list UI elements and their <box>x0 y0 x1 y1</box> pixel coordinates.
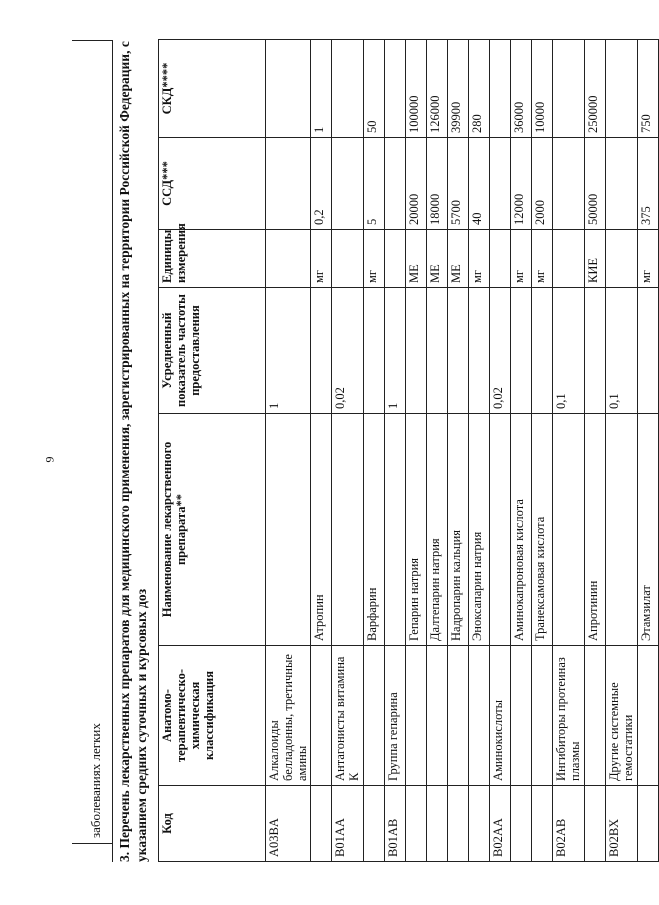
table-row <box>266 40 311 862</box>
cell-ssd: 18000 <box>427 138 448 230</box>
table-border <box>72 40 112 41</box>
cell-drug <box>266 414 311 646</box>
cell-unit: МЕ <box>427 230 448 288</box>
cell-code: A03BA <box>266 786 311 862</box>
cell-frequency: 1 <box>266 288 311 414</box>
cell-ssd <box>385 138 406 230</box>
cell-atc: Группа гепарина <box>385 646 406 786</box>
table-row <box>638 40 659 862</box>
cell-skd: 10000 <box>532 40 553 138</box>
cell-drug <box>385 414 406 646</box>
cell-frequency: 1 <box>385 288 406 414</box>
cell-unit <box>553 230 585 288</box>
cell-code <box>427 786 448 862</box>
table-row <box>332 40 364 862</box>
cell-drug: Апротинин <box>585 414 606 646</box>
table-row <box>606 40 638 862</box>
cell-atc <box>448 646 469 786</box>
header-unit: Единицы измерения <box>159 230 266 288</box>
cell-drug <box>553 414 585 646</box>
cell-frequency: 0,1 <box>606 288 638 414</box>
table-row <box>553 40 585 862</box>
cell-drug: Надропарин кальция <box>448 414 469 646</box>
cell-frequency <box>511 288 532 414</box>
cell-atc: Аминокислоты <box>490 646 511 786</box>
cell-unit: мг <box>532 230 553 288</box>
cell-unit <box>385 230 406 288</box>
table-row <box>469 40 490 862</box>
cell-frequency <box>364 288 385 414</box>
cell-frequency <box>469 288 490 414</box>
cell-ssd <box>553 138 585 230</box>
cell-code <box>532 786 553 862</box>
cell-code <box>311 786 332 862</box>
cell-code <box>585 786 606 862</box>
cell-frequency <box>311 288 332 414</box>
cell-drug <box>606 414 638 646</box>
cell-skd: 1 <box>311 40 332 138</box>
cell-frequency <box>448 288 469 414</box>
cell-skd: 36000 <box>511 40 532 138</box>
cell-unit: мг <box>469 230 490 288</box>
cell-ssd: 0,2 <box>311 138 332 230</box>
cell-ssd <box>606 138 638 230</box>
cell-ssd: 375 <box>638 138 659 230</box>
cell-unit: МЕ <box>448 230 469 288</box>
cell-frequency: 0,02 <box>332 288 364 414</box>
cell-atc: Ингибиторы протеиназ плазмы <box>553 646 585 786</box>
cell-frequency <box>638 288 659 414</box>
cell-skd: 39900 <box>448 40 469 138</box>
cell-skd <box>606 40 638 138</box>
cell-skd <box>332 40 364 138</box>
cell-frequency <box>427 288 448 414</box>
table-row <box>490 40 511 862</box>
cell-drug: Гепарин натрия <box>406 414 427 646</box>
cell-code <box>364 786 385 862</box>
cell-skd: 250000 <box>585 40 606 138</box>
cell-skd <box>490 40 511 138</box>
cell-atc <box>469 646 490 786</box>
cell-code: B01AB <box>385 786 406 862</box>
cell-drug: Далтепарин натрия <box>427 414 448 646</box>
cell-ssd <box>490 138 511 230</box>
cell-code: B01AA <box>332 786 364 862</box>
cell-atc: Антагонисты витамина К <box>332 646 364 786</box>
cell-drug: Атропин <box>311 414 332 646</box>
cell-skd: 50 <box>364 40 385 138</box>
table-row <box>427 40 448 862</box>
cell-atc <box>638 646 659 786</box>
cell-code <box>469 786 490 862</box>
cell-ssd: 5700 <box>448 138 469 230</box>
table-border <box>72 843 112 844</box>
table-row <box>311 40 332 862</box>
cell-drug: Эноксапарин натрия <box>469 414 490 646</box>
cell-code: B02BX <box>606 786 638 862</box>
cell-atc <box>532 646 553 786</box>
cell-atc <box>406 646 427 786</box>
cell-atc <box>364 646 385 786</box>
cell-code <box>448 786 469 862</box>
cell-code: B02AB <box>553 786 585 862</box>
cell-atc <box>511 646 532 786</box>
cell-frequency: 0,02 <box>490 288 511 414</box>
rotated-page-content <box>72 22 653 862</box>
cell-atc: Алкалоиды белладонны, третичные амины <box>266 646 311 786</box>
cell-unit <box>266 230 311 288</box>
previous-table-continuation <box>72 40 113 862</box>
cell-unit: мг <box>638 230 659 288</box>
cell-ssd <box>266 138 311 230</box>
cell-unit: мг <box>511 230 532 288</box>
cell-code <box>406 786 427 862</box>
cell-drug <box>332 414 364 646</box>
header-atc: Анатомо-терапевтическо-химическая классификация <box>159 646 266 786</box>
cell-frequency: 0,1 <box>553 288 585 414</box>
cell-drug: Аминокапроновая кислота <box>511 414 532 646</box>
cell-skd <box>266 40 311 138</box>
cell-frequency <box>585 288 606 414</box>
header-drug: Наименование лекарственного препарата** <box>159 414 266 646</box>
cell-skd: 280 <box>469 40 490 138</box>
cell-unit <box>332 230 364 288</box>
table-header-row <box>159 40 266 862</box>
cell-skd <box>385 40 406 138</box>
cell-ssd: 2000 <box>532 138 553 230</box>
cell-skd: 100000 <box>406 40 427 138</box>
cell-skd <box>553 40 585 138</box>
cell-unit: мг <box>364 230 385 288</box>
header-frequency: Усредненный показатель частоты предоставления <box>159 288 266 414</box>
table-row <box>406 40 427 862</box>
cell-unit: МЕ <box>406 230 427 288</box>
cell-code <box>638 786 659 862</box>
cell-ssd: 12000 <box>511 138 532 230</box>
cell-frequency <box>532 288 553 414</box>
header-skd: СКД**** <box>159 40 266 138</box>
cell-drug: Варфарин <box>364 414 385 646</box>
table-row <box>448 40 469 862</box>
header-ssd: ССД*** <box>159 138 266 230</box>
table-row <box>511 40 532 862</box>
cell-frequency <box>406 288 427 414</box>
drug-dosage-table <box>158 39 659 862</box>
cell-code <box>511 786 532 862</box>
table-row <box>385 40 406 862</box>
cell-atc: Другие системные гемостатики <box>606 646 638 786</box>
cell-ssd: 50000 <box>585 138 606 230</box>
cell-unit: КИЕ <box>585 230 606 288</box>
cell-ssd: 20000 <box>406 138 427 230</box>
cell-atc <box>311 646 332 786</box>
cell-drug <box>490 414 511 646</box>
section-title: 3. Перечень лекарственных препаратов для медицинского применения, зарегистрированных на территории Российской Федерации, с указанием средних суточных и курсовых доз <box>117 41 149 862</box>
cell-ssd <box>332 138 364 230</box>
table-row <box>364 40 385 862</box>
cell-skd: 750 <box>638 40 659 138</box>
header-code: Код <box>159 786 266 862</box>
page-number: 9 <box>42 456 57 463</box>
cell-ssd: 40 <box>469 138 490 230</box>
table-row <box>532 40 553 862</box>
cell-atc <box>427 646 448 786</box>
cell-unit: мг <box>311 230 332 288</box>
cell-atc <box>585 646 606 786</box>
continuation-text: заболеваниях легких <box>88 723 103 838</box>
cell-ssd: 5 <box>364 138 385 230</box>
cell-unit <box>606 230 638 288</box>
table-row <box>585 40 606 862</box>
cell-drug: Транексамовая кислота <box>532 414 553 646</box>
cell-skd: 126000 <box>427 40 448 138</box>
cell-unit <box>490 230 511 288</box>
cell-code: B02AA <box>490 786 511 862</box>
cell-drug: Этамзилат <box>638 414 659 646</box>
